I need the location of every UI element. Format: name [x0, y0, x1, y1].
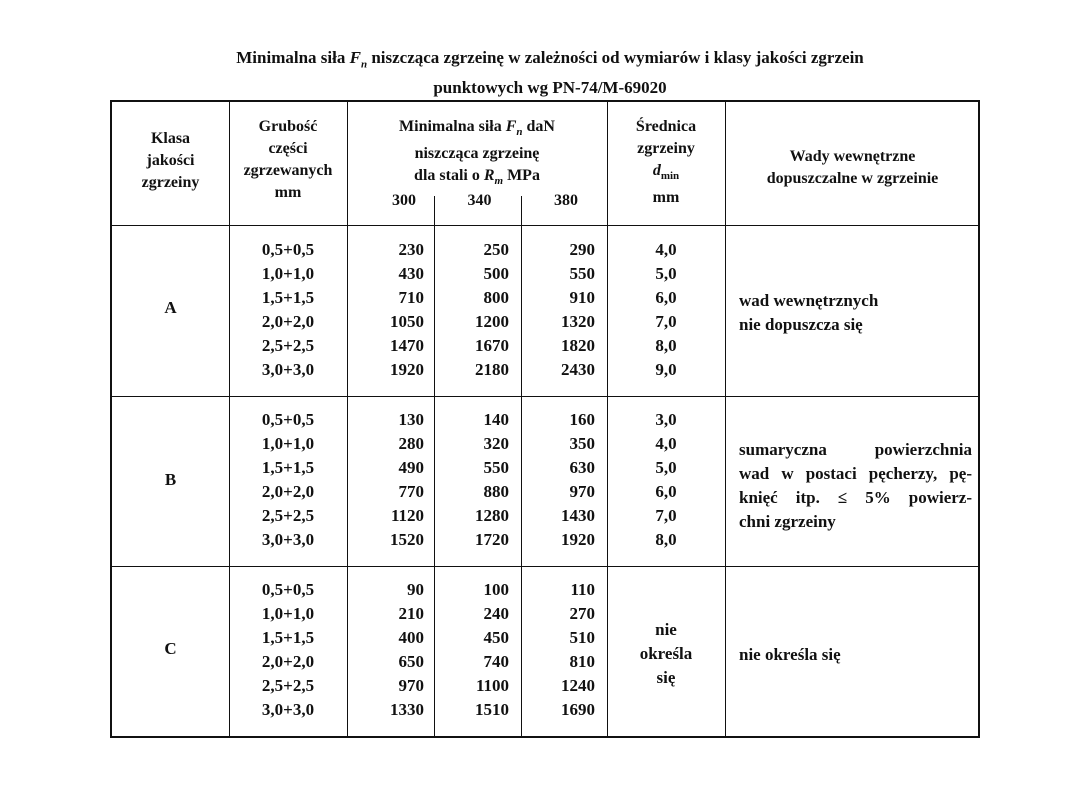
- header-srednica: Średnica zgrzeiny $d_{min}$ mm: [635, 118, 697, 207]
- header-klasa: Klasa jakości zgrzeiny: [141, 130, 200, 191]
- f300-b: 130 280 490 770 1120 1520: [390, 410, 424, 549]
- wady-a: wad wewnętrznych nie dopuszcza się: [739, 291, 879, 334]
- srednica-a: 4,0 5,0 6,0 7,0 8,0 9,0: [655, 240, 677, 379]
- f380-b: 160 350 630 970 1430 1920: [561, 410, 595, 549]
- klasa-b: B: [164, 470, 177, 489]
- f340-a: 250 500 800 1200 1670 2180: [475, 240, 509, 379]
- header-wady: Wady wewnętrzne dopuszczalne w zgrzeinie: [766, 148, 939, 187]
- f380-a: 290 550 910 1320 1820 2430: [561, 240, 595, 379]
- grubosc-b: 0,5+0,5 1,0+1,0 1,5+1,5 2,0+2,0 2,5+2,5 3,0+3,0: [261, 410, 315, 549]
- srednica-c: nie określa się: [639, 620, 693, 687]
- subcol-tick: [434, 196, 435, 225]
- header-divider: [112, 225, 978, 226]
- f340-b: 140 320 550 880 1280 1720: [475, 410, 509, 549]
- wady-b: sumaryczna powierzchnia wad w postaci pęcherzy, pę- knięć itp. ≤ 5% powierz- chni zgrzeiny: [739, 440, 972, 531]
- table-title: [160, 46, 940, 100]
- row-divider: [112, 396, 978, 397]
- klasa-c: C: [164, 639, 177, 658]
- strength-table: [110, 100, 980, 738]
- row-divider: [112, 566, 978, 567]
- wady-c: nie określa się: [739, 645, 841, 664]
- header-stal-300: 300: [392, 192, 416, 209]
- col-divider: [725, 102, 726, 736]
- header-minimalna-sila: Minimalna siła $F_n$ daN niszcząca zgrzeinę dla stali o $R_m$ MPa: [399, 118, 555, 188]
- grubosc-c: 0,5+0,5 1,0+1,0 1,5+1,5 2,0+2,0 2,5+2,5 3,0+3,0: [261, 580, 315, 719]
- subcol-tick: [521, 196, 522, 225]
- f380-c: 110 270 510 810 1240 1690: [561, 580, 595, 719]
- f340-c: 100 240 450 740 1100 1510: [475, 580, 509, 719]
- klasa-a: A: [164, 298, 177, 317]
- f300-a: 230 430 710 1050 1470 1920: [390, 240, 424, 379]
- title-line-2: punktowych wg PN-74/M-69020: [433, 78, 667, 98]
- srednica-b: 3,0 4,0 5,0 6,0 7,0 8,0: [655, 410, 677, 549]
- header-grubosc: Grubość części zgrzewanych mm: [243, 118, 333, 201]
- grubosc-a: 0,5+0,5 1,0+1,0 1,5+1,5 2,0+2,0 2,5+2,5 3,0+3,0: [261, 240, 315, 379]
- title-line-1: Minimalna siła $F_n$ niszcząca zgrzeinę w zależności od wymiarów i klasy jakości zgrzein: [236, 48, 864, 71]
- header-stal-340: 340: [467, 192, 492, 209]
- f300-c: 90 210 400 650 970 1330: [390, 580, 424, 719]
- header-stal-380: 380: [554, 192, 578, 209]
